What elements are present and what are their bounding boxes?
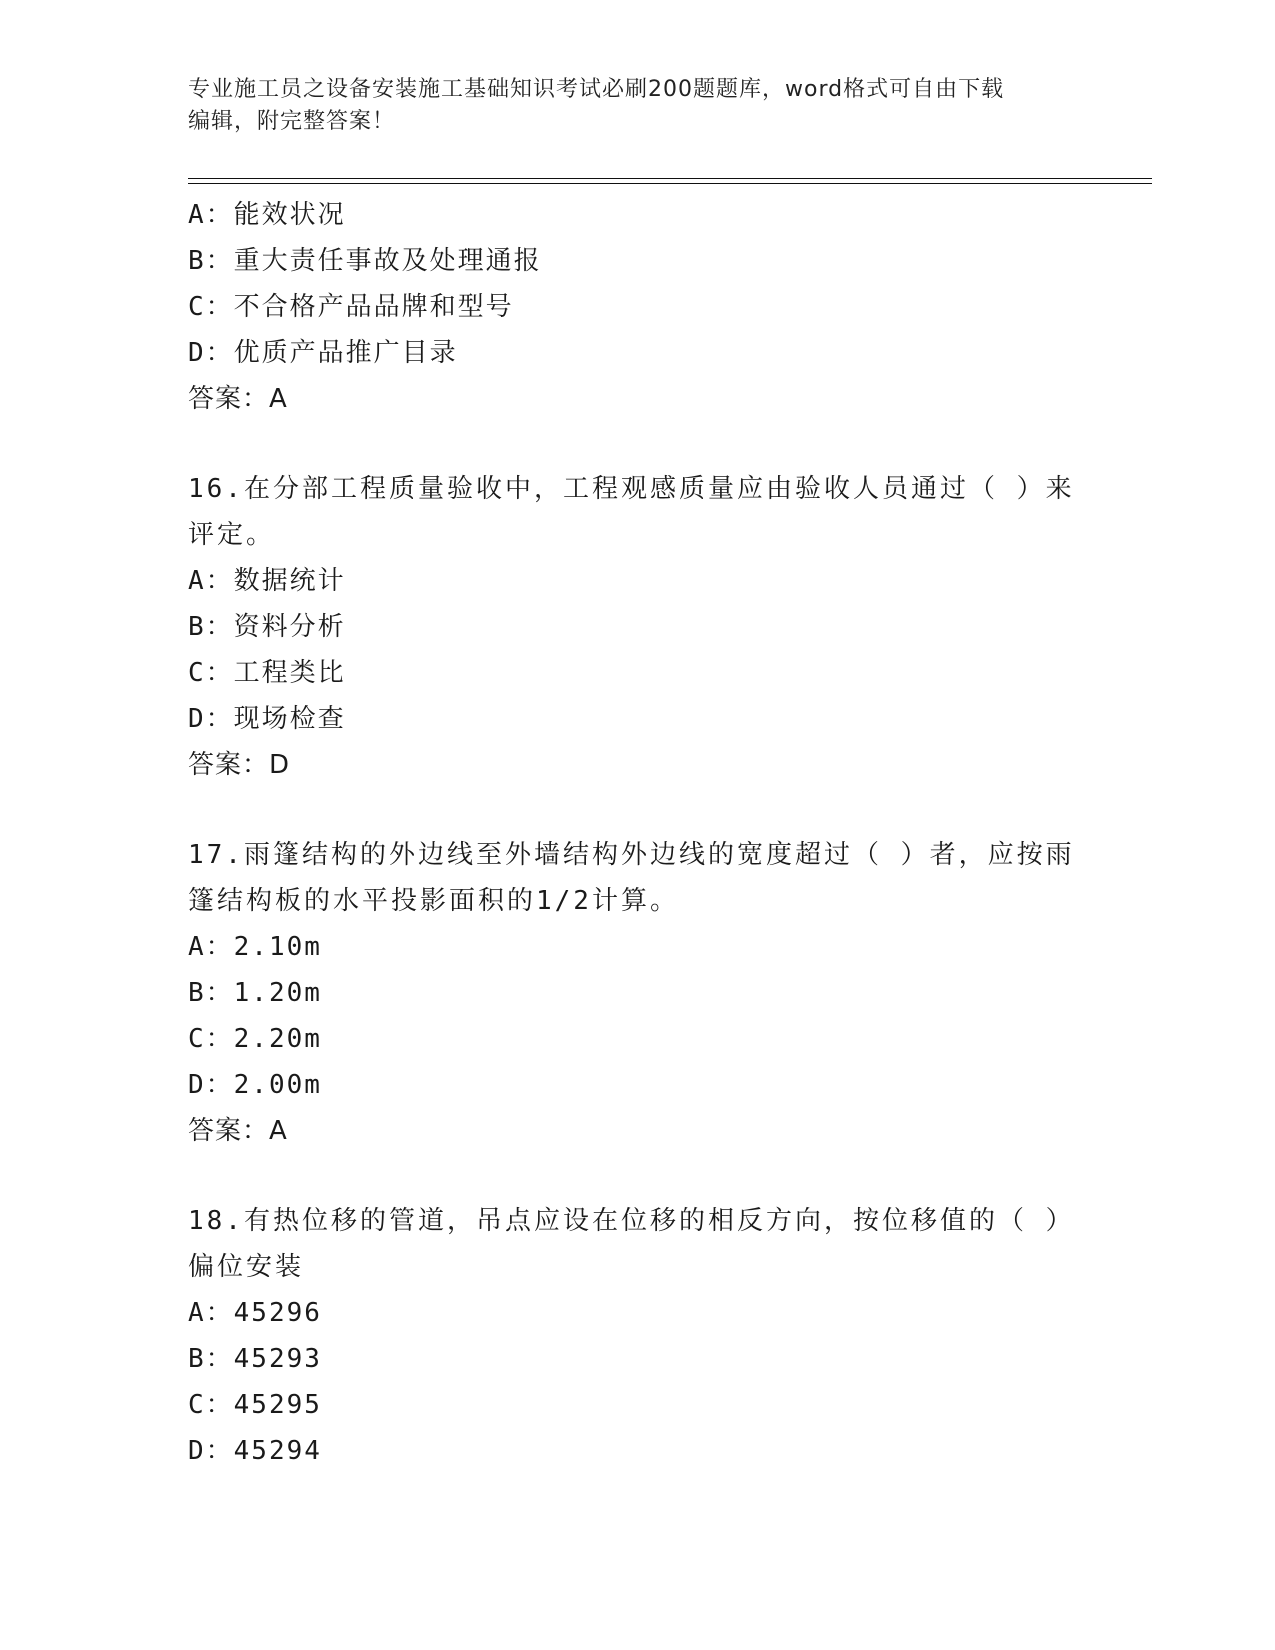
option-c: C：2.20m [188, 1024, 322, 1054]
question-18 [188, 1198, 1088, 1474]
question-16 [188, 466, 1088, 788]
document-header [188, 74, 1068, 138]
header-line-2: 编辑，附完整答案！ [188, 109, 396, 134]
header-rule-bottom [188, 183, 1152, 184]
option-d: D：2.00m [188, 1070, 322, 1100]
option-a: A：45296 [188, 1298, 322, 1328]
question-text-line-1: 17.雨篷结构的外边线至外墙结构外边线的宽度超过（ ）者，应按雨 [188, 840, 1075, 870]
question-text-line-2: 偏位安装 [188, 1252, 305, 1282]
option-d: D：45294 [188, 1436, 322, 1466]
question-17 [188, 832, 1088, 1154]
header-line-1: 专业施工员之设备安装施工基础知识考试必刷200题题库，word格式可自由下载 [188, 77, 1005, 102]
option-d: D：优质产品推广目录 [188, 338, 458, 368]
option-a: A：数据统计 [188, 566, 346, 596]
option-d: D：现场检查 [188, 704, 346, 734]
option-c: C：45295 [188, 1390, 322, 1420]
option-a: A：能效状况 [188, 200, 346, 230]
question-15 [188, 192, 1088, 422]
answer: 答案：A [188, 384, 288, 414]
header-rule-top [188, 178, 1152, 179]
option-a: A：2.10m [188, 932, 322, 962]
option-c: C：工程类比 [188, 658, 346, 688]
answer: 答案：A [188, 1116, 288, 1146]
option-b: B：资料分析 [188, 612, 346, 642]
question-list [188, 192, 1088, 1474]
option-c: C：不合格产品品牌和型号 [188, 292, 514, 322]
option-b: B：1.20m [188, 978, 322, 1008]
option-b: B：重大责任事故及处理通报 [188, 246, 542, 276]
question-text-line-1: 16.在分部工程质量验收中，工程观感质量应由验收人员通过（ ）来 [188, 474, 1075, 504]
question-text-line-1: 18.有热位移的管道，吊点应设在位移的相反方向，按位移值的（ ） [188, 1206, 1075, 1236]
answer: 答案：D [188, 750, 291, 780]
option-b: B：45293 [188, 1344, 322, 1374]
question-text-line-2: 篷结构板的水平投影面积的1/2计算。 [188, 886, 679, 916]
question-text-line-2: 评定。 [188, 520, 276, 550]
